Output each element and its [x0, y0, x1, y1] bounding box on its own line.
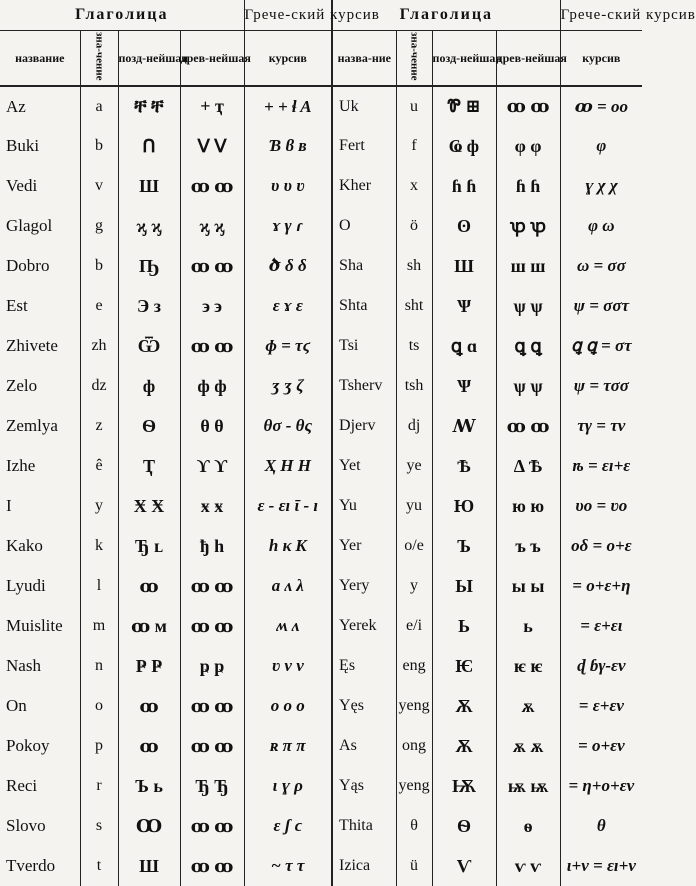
- table-row: [0, 366, 642, 406]
- right-letter-value: θ: [396, 806, 432, 846]
- header-glagolitsa-left: Глаголица: [0, 0, 244, 31]
- left-ancient-glyph: ꝏ ꝏ: [180, 326, 244, 366]
- table-row: [0, 326, 642, 366]
- left-letter-name: Buki: [6, 136, 40, 155]
- left-letter-value: b: [80, 246, 118, 286]
- right-ancient-glyph: ю ю: [496, 486, 560, 526]
- header-name-right: назва-ние: [332, 31, 396, 87]
- left-ancient-glyph: ꝏ ꝏ: [180, 806, 244, 846]
- left-ancient-glyph: ꝏ ꝏ: [180, 566, 244, 606]
- right-later-glyph: Ѳ: [432, 806, 496, 846]
- right-letter-name: Yerek: [332, 606, 396, 646]
- right-later-glyph: Ь: [432, 606, 496, 646]
- right-ancient-glyph: ѥ ѥ: [496, 646, 560, 686]
- left-letter-value: b: [80, 126, 118, 166]
- right-later-glyph: Ѭ: [432, 766, 496, 806]
- right-ancient-glyph: ꝗ ꝗ: [496, 326, 560, 366]
- left-letter-name: On: [6, 696, 27, 715]
- header-ancient-right: древ-нейшая: [496, 31, 560, 87]
- left-later-glyph: Э з: [118, 286, 180, 326]
- table-row: [0, 286, 642, 326]
- left-greek-cursive: ɛ ɤ ɛ: [244, 286, 332, 326]
- right-greek-cursive: φ ω: [560, 206, 642, 246]
- header-name-left: название: [0, 31, 80, 87]
- right-letter-value: e/i: [396, 606, 432, 646]
- right-greek-cursive: = ε+ει: [560, 606, 642, 646]
- table-row: [0, 86, 642, 126]
- left-letter-name: Slovo: [6, 816, 46, 835]
- left-ancient-glyph: ꝏ ꝏ: [180, 846, 244, 886]
- left-later-glyph: Ђ ʟ: [118, 526, 180, 566]
- right-greek-cursive: ꝏ = oo: [560, 86, 642, 126]
- header-greek-right: Грече-ский курсив: [560, 0, 642, 31]
- left-letter-name: Muislite: [6, 616, 63, 635]
- left-ancient-glyph: ф ф: [180, 366, 244, 406]
- left-greek-cursive: ծ δ δ: [244, 246, 332, 286]
- right-letter-name: Thita: [332, 806, 396, 846]
- right-ancient-glyph: ѫ ѫ: [496, 726, 560, 766]
- right-greek-cursive: = ο+ɛν: [560, 726, 642, 766]
- right-greek-cursive: φ: [560, 126, 642, 166]
- left-later-glyph: Ъ ь: [118, 766, 180, 806]
- left-greek-cursive: ʒ ʒ ζ: [244, 366, 332, 406]
- left-letter-value: n: [80, 646, 118, 686]
- left-later-glyph: Ш: [118, 166, 180, 206]
- right-greek-cursive: ѱ = τσσ: [560, 366, 642, 406]
- header-value-left: зна-чение: [93, 32, 106, 81]
- right-letter-name: Yery: [332, 566, 396, 606]
- left-later-glyph: ꝏ м: [118, 606, 180, 646]
- right-letter-value: y: [396, 566, 432, 606]
- left-letter-value: v: [80, 166, 118, 206]
- right-letter-value: dj: [396, 406, 432, 446]
- left-later-glyph: ф: [118, 366, 180, 406]
- left-letter-value: r: [80, 766, 118, 806]
- left-letter-name: Zemlya: [6, 416, 58, 435]
- left-ancient-glyph: ϶ ϶: [180, 286, 244, 326]
- left-letter-value: dz: [80, 366, 118, 406]
- right-later-glyph: ꟿ: [432, 406, 496, 446]
- left-letter-value: s: [80, 806, 118, 846]
- left-letter-value: z: [80, 406, 118, 446]
- right-letter-value: o/e: [396, 526, 432, 566]
- right-letter-value: yu: [396, 486, 432, 526]
- right-later-glyph: Ѱ: [432, 366, 496, 406]
- right-later-glyph: Ҩ ф: [432, 126, 496, 166]
- left-later-glyph: Ш: [118, 846, 180, 886]
- header-later-left: позд-нейшая: [118, 31, 180, 87]
- right-greek-cursive: ɩ+ν = ɛı+ν: [560, 846, 642, 886]
- table-row: [0, 126, 642, 166]
- left-ancient-glyph: + ҭ: [180, 86, 244, 126]
- right-ancient-glyph: ѱ ѱ: [496, 286, 560, 326]
- right-ancient-glyph: ъ ъ: [496, 526, 560, 566]
- right-letter-value: ong: [396, 726, 432, 766]
- right-ancient-glyph: ɦ ɦ: [496, 166, 560, 206]
- table-row: [0, 446, 642, 486]
- left-greek-cursive: ʀ π π: [244, 726, 332, 766]
- right-letter-value: x: [396, 166, 432, 206]
- left-letter-name: Kako: [6, 536, 43, 555]
- right-greek-cursive: ɣ χ χ: [560, 166, 642, 206]
- right-later-glyph: Ѫ: [432, 686, 496, 726]
- left-greek-cursive: ɩ ɣ ρ: [244, 766, 332, 806]
- right-letter-name: Kher: [332, 166, 396, 206]
- right-letter-name: Yet: [332, 446, 396, 486]
- left-letter-value: p: [80, 726, 118, 766]
- left-ancient-glyph: ꝏ ꝏ: [180, 166, 244, 206]
- header-greek-left: Грече-ский курсив: [244, 0, 332, 31]
- right-letter-value: ts: [396, 326, 432, 366]
- right-letter-name: Tsherv: [332, 366, 396, 406]
- right-letter-name: Tsi: [332, 326, 396, 366]
- right-letter-value: eng: [396, 646, 432, 686]
- right-letter-name: Yęs: [332, 686, 396, 726]
- left-letter-value: t: [80, 846, 118, 886]
- right-letter-value: tsh: [396, 366, 432, 406]
- table-row: [0, 166, 642, 206]
- left-greek-cursive: ɛ - ɛı ῑ - ı: [244, 486, 332, 526]
- left-ancient-glyph: ꝏ ꝏ: [180, 686, 244, 726]
- right-greek-cursive: τγ = τν: [560, 406, 642, 446]
- left-later-glyph: Ꝏ: [118, 806, 180, 846]
- left-letter-value: zh: [80, 326, 118, 366]
- left-letter-value: m: [80, 606, 118, 646]
- right-greek-cursive: ѣ = εı+ε: [560, 446, 642, 486]
- left-letter-name: I: [6, 496, 12, 515]
- right-letter-value: ü: [396, 846, 432, 886]
- table-row: [0, 686, 642, 726]
- table-row: [0, 606, 642, 646]
- table-row: [0, 726, 642, 766]
- left-letter-value: k: [80, 526, 118, 566]
- right-letter-name: Fert: [332, 126, 396, 166]
- right-ancient-glyph: ѭ ѭ: [496, 766, 560, 806]
- right-later-glyph: Ѥ: [432, 646, 496, 686]
- right-later-glyph: Ѣ: [432, 446, 496, 486]
- table-row: [0, 806, 642, 846]
- left-letter-value: o: [80, 686, 118, 726]
- table-row: [0, 206, 642, 246]
- right-letter-value: yeng: [396, 686, 432, 726]
- right-letter-name: Yer: [332, 526, 396, 566]
- right-later-glyph: ʘ: [432, 206, 496, 246]
- left-greek-cursive: h ᴋ Κ: [244, 526, 332, 566]
- left-later-glyph: ꝏ: [118, 566, 180, 606]
- right-letter-name: O: [332, 206, 396, 246]
- left-letter-name: Pokoy: [6, 736, 50, 755]
- right-ancient-glyph: ѫ: [496, 686, 560, 726]
- table-row: [0, 646, 642, 686]
- right-letter-name: Shta: [332, 286, 396, 326]
- right-letter-name: Izica: [332, 846, 396, 886]
- header-cursive-right: курсив: [560, 31, 642, 87]
- header-glagolitsa-right: Глаголица: [332, 0, 560, 31]
- left-letter-name: Est: [6, 296, 28, 315]
- left-letter-value: ê: [80, 446, 118, 486]
- left-later-glyph: ꝏ: [118, 726, 180, 766]
- left-letter-name: Vedi: [6, 176, 38, 195]
- right-greek-cursive: υο = ʋο: [560, 486, 642, 526]
- left-ancient-glyph: ҏ ҏ: [180, 646, 244, 686]
- right-later-glyph: ɦ ɦ: [432, 166, 496, 206]
- table-row: [0, 526, 642, 566]
- left-letter-name: Izhe: [6, 456, 36, 475]
- left-letter-name: Tverdo: [6, 856, 56, 875]
- left-ancient-glyph: ϒ ϒ: [180, 446, 244, 486]
- table-row: [0, 566, 642, 606]
- left-greek-cursive: ɛ ʃ ϲ: [244, 806, 332, 846]
- left-letter-name: Az: [6, 96, 26, 116]
- right-ancient-glyph: φ φ: [496, 126, 560, 166]
- header-value-right: зна-чение: [408, 32, 421, 81]
- left-later-glyph: Ҭ: [118, 446, 180, 486]
- left-letter-value: a: [80, 86, 118, 126]
- right-letter-value: u: [396, 86, 432, 126]
- right-ancient-glyph: ш ш: [496, 246, 560, 286]
- right-later-glyph: Ы: [432, 566, 496, 606]
- left-letter-name: Dobro: [6, 256, 50, 275]
- left-greek-cursive: + + ɬ A: [244, 86, 332, 126]
- table-row: [0, 246, 642, 286]
- right-ancient-glyph: Δ Ѣ: [496, 446, 560, 486]
- right-letter-value: ye: [396, 446, 432, 486]
- left-ancient-glyph: ϗ ϗ: [180, 206, 244, 246]
- right-letter-name: Ęs: [332, 646, 396, 686]
- left-ancient-glyph: ӿ ӿ: [180, 486, 244, 526]
- right-ancient-glyph: ѳ: [496, 806, 560, 846]
- left-ancient-glyph: ꝏ ꝏ: [180, 726, 244, 766]
- left-ancient-glyph: ꝏ ꝏ: [180, 246, 244, 286]
- right-greek-cursive: οδ = ο+ε: [560, 526, 642, 566]
- right-greek-cursive: ѱ = σστ: [560, 286, 642, 326]
- right-letter-name: Yąs: [332, 766, 396, 806]
- left-ancient-glyph: Ђ Ђ: [180, 766, 244, 806]
- left-later-glyph: ቸ ቸ: [118, 86, 180, 126]
- left-ancient-glyph: ꝏ ꝏ: [180, 606, 244, 646]
- right-greek-cursive: θ: [560, 806, 642, 846]
- right-greek-cursive: = η+ο+ɛν: [560, 766, 642, 806]
- right-letter-name: Uk: [332, 86, 396, 126]
- right-later-glyph: ꝗ ɑ: [432, 326, 496, 366]
- left-later-glyph: ꓵ: [118, 126, 180, 166]
- left-later-glyph: Ӿ Ӿ: [118, 486, 180, 526]
- left-greek-cursive: ~ τ τ: [244, 846, 332, 886]
- left-letter-value: l: [80, 566, 118, 606]
- left-later-glyph: Ҧ: [118, 246, 180, 286]
- table-row: [0, 406, 642, 446]
- right-later-glyph: Ꮘ ⊞: [432, 86, 496, 126]
- left-greek-cursive: Ɓ ϐ ʙ: [244, 126, 332, 166]
- left-letter-value: e: [80, 286, 118, 326]
- right-ancient-glyph: ꝏ ꝏ: [496, 406, 560, 446]
- table-row: [0, 846, 642, 886]
- left-later-glyph: Ѳ: [118, 406, 180, 446]
- right-greek-cursive: ꝗ ꝗ = στ: [560, 326, 642, 366]
- right-greek-cursive: ω = σσ: [560, 246, 642, 286]
- right-letter-name: Sha: [332, 246, 396, 286]
- left-letter-value: y: [80, 486, 118, 526]
- right-ancient-glyph: ꝏ ꝏ: [496, 86, 560, 126]
- left-greek-cursive: υ υ ʋ: [244, 166, 332, 206]
- table-row: [0, 766, 642, 806]
- left-greek-cursive: Ҳ Η Η: [244, 446, 332, 486]
- right-greek-cursive: = ɛ+ɛν: [560, 686, 642, 726]
- left-letter-name: Glagol: [6, 216, 53, 235]
- left-greek-cursive: ɤ γ ɾ: [244, 206, 332, 246]
- right-letter-value: ö: [396, 206, 432, 246]
- right-later-glyph: Ш: [432, 246, 496, 286]
- right-greek-cursive: = ο+ε+η: [560, 566, 642, 606]
- right-ancient-glyph: ꝕ ꝕ: [496, 206, 560, 246]
- right-later-glyph: Ѱ: [432, 286, 496, 326]
- left-greek-cursive: ʍ ʌ: [244, 606, 332, 646]
- right-later-glyph: Ѵ: [432, 846, 496, 886]
- left-ancient-glyph: ђ h: [180, 526, 244, 566]
- right-ancient-glyph: ы ы: [496, 566, 560, 606]
- left-letter-name: Lyudi: [6, 576, 46, 595]
- right-letter-value: yeng: [396, 766, 432, 806]
- left-ancient-glyph: θ θ: [180, 406, 244, 446]
- left-letter-name: Reci: [6, 776, 38, 795]
- right-letter-value: sh: [396, 246, 432, 286]
- left-greek-cursive: θσ - θς: [244, 406, 332, 446]
- left-later-glyph: Ѿ: [118, 326, 180, 366]
- left-letter-name: Zhivete: [6, 336, 58, 355]
- header-later-right: позд-нейшая: [432, 31, 496, 87]
- header-ancient-left: древ-нейшая: [180, 31, 244, 87]
- left-later-glyph: ϗ ϗ: [118, 206, 180, 246]
- left-ancient-glyph: ⴸ ⴸ: [180, 126, 244, 166]
- right-letter-value: sht: [396, 286, 432, 326]
- left-greek-cursive: ο ο ο: [244, 686, 332, 726]
- left-letter-value: g: [80, 206, 118, 246]
- header-cursive-left: курсив: [244, 31, 332, 87]
- right-later-glyph: Ъ: [432, 526, 496, 566]
- left-greek-cursive: ʋ ν ν: [244, 646, 332, 686]
- right-ancient-glyph: ѱ ѱ: [496, 366, 560, 406]
- left-letter-name: Zelo: [6, 376, 38, 395]
- right-letter-name: Djerv: [332, 406, 396, 446]
- right-letter-name: As: [332, 726, 396, 766]
- right-letter-value: f: [396, 126, 432, 166]
- right-later-glyph: Ѫ: [432, 726, 496, 766]
- left-later-glyph: Ҏ Ҏ: [118, 646, 180, 686]
- right-ancient-glyph: ь: [496, 606, 560, 646]
- right-greek-cursive: ɖ ɓγ-ɛν: [560, 646, 642, 686]
- left-greek-cursive: ɑ ʌ λ: [244, 566, 332, 606]
- right-ancient-glyph: ѵ ѵ: [496, 846, 560, 886]
- table-row: [0, 486, 642, 526]
- left-greek-cursive: ɸ = τϛ: [244, 326, 332, 366]
- left-later-glyph: ꝏ: [118, 686, 180, 726]
- right-later-glyph: Ю: [432, 486, 496, 526]
- left-letter-name: Nash: [6, 656, 41, 675]
- right-letter-name: Yu: [332, 486, 396, 526]
